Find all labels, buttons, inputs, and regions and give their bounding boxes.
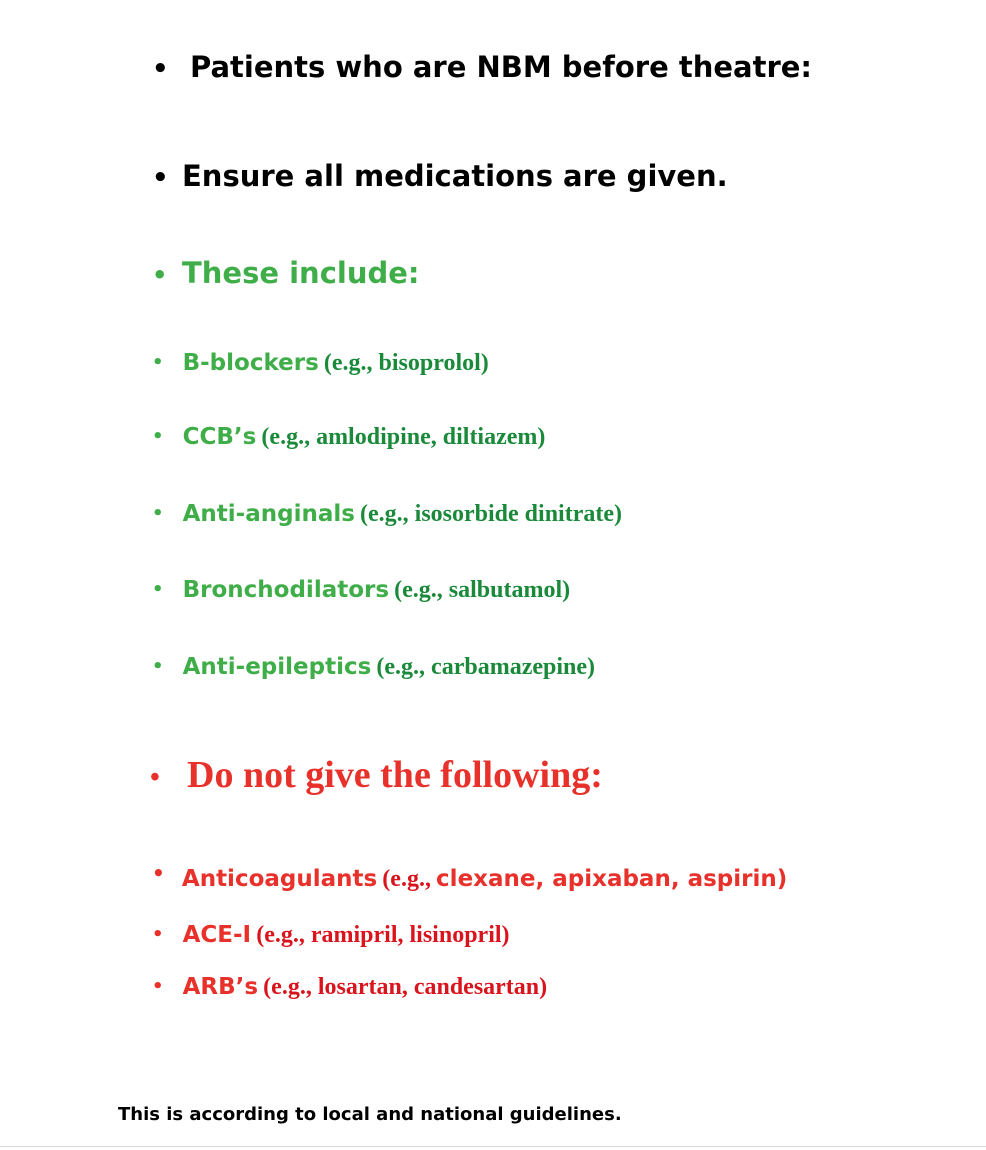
- drug-class: B-blockers: [182, 350, 319, 376]
- list-item: [152, 577, 570, 604]
- bullet-dot: •: [152, 656, 164, 677]
- drug-example: clexane, apixaban, aspirin): [436, 866, 788, 892]
- bullet-dot: •: [152, 261, 168, 289]
- list-item: [152, 501, 622, 528]
- bullet-dot: •: [152, 924, 164, 945]
- drug-example: (e.g., salbutamol): [394, 577, 571, 603]
- drug-example-prefix: (e.g.,: [382, 866, 431, 892]
- drug-class: Anticoagulants: [181, 866, 378, 892]
- bullet-dot: •: [152, 54, 169, 84]
- list-item: [152, 654, 595, 681]
- bottom-divider: [0, 1146, 986, 1147]
- bullet-dot: •: [152, 503, 164, 524]
- list-item: [152, 861, 788, 893]
- drug-example: (e.g., ramipril, lisinopril): [256, 922, 510, 948]
- bullet-dot: •: [152, 163, 169, 193]
- drug-example: (e.g., losartan, candesartan): [263, 974, 548, 1000]
- drug-example: (e.g., carbamazepine): [376, 654, 596, 680]
- drug-example: (e.g., amlodipine, diltiazem): [261, 424, 546, 450]
- drug-class: CCB’s: [182, 424, 257, 450]
- bullet-dot: •: [152, 861, 165, 885]
- list-item: [152, 350, 489, 377]
- nbm-heading: Patients who are NBM before theatre:: [190, 50, 813, 84]
- bullet-dot: •: [152, 426, 164, 447]
- drug-class: Anti-anginals: [182, 501, 355, 527]
- list-item: [152, 974, 547, 1001]
- ensure-heading: Ensure all medications are given.: [182, 159, 728, 193]
- drug-class: ACE-I: [182, 922, 252, 948]
- bullet-dot: •: [152, 976, 164, 997]
- list-item: [152, 922, 510, 949]
- drug-example: (e.g., bisoprolol): [323, 350, 489, 376]
- bullet-dot: •: [150, 762, 160, 793]
- drug-class: Bronchodilators: [182, 577, 390, 603]
- footer-note: This is according to local and national guidelines.: [118, 1104, 622, 1125]
- give-heading: These include:: [182, 256, 420, 290]
- avoid-heading: Do not give the following:: [187, 754, 603, 796]
- bullet-dot: •: [152, 579, 164, 600]
- bullet-dot: •: [152, 352, 164, 373]
- drug-class: Anti-epileptics: [182, 654, 372, 680]
- drug-class: ARB’s: [182, 974, 259, 1000]
- list-item: [152, 424, 545, 451]
- drug-example: (e.g., isosorbide dinitrate): [360, 501, 622, 527]
